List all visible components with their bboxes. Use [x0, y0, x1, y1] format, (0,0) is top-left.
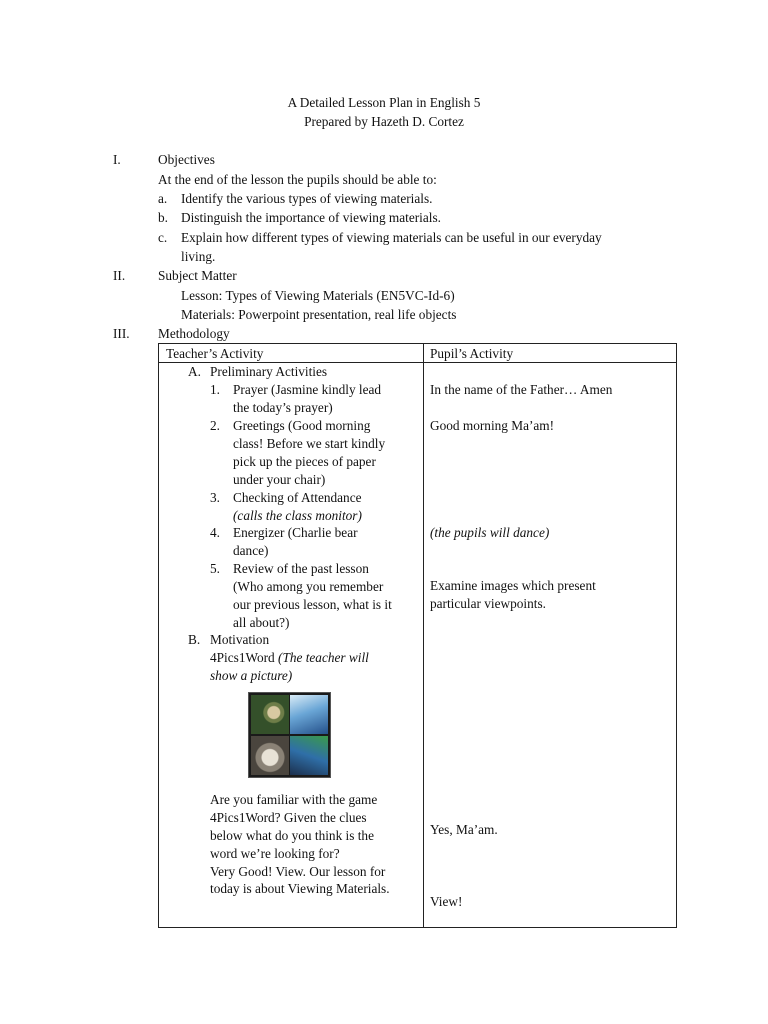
activity-4-line-2: dance)	[233, 543, 269, 558]
document-title: A Detailed Lesson Plan in English 5	[287, 95, 481, 110]
activity-5-line-4: all about?)	[233, 615, 290, 630]
subject-matter-heading: Subject Matter	[158, 268, 237, 283]
activity-2-number: 2.	[210, 418, 220, 433]
section-b-title: Motivation	[210, 632, 270, 647]
objective-marker-b: b.	[158, 210, 168, 225]
materials-line: Materials: Powerpoint presentation, real life objects	[181, 307, 457, 322]
objective-c-continued: living.	[181, 249, 216, 264]
question-line-1: Are you familiar with the game	[210, 792, 378, 807]
methodology-heading: Methodology	[158, 326, 230, 341]
activity-5-line-3: our previous lesson, what is it	[233, 597, 392, 612]
objectives-intro: At the end of the lesson the pupils should be able to:	[158, 172, 437, 187]
activity-3-line-1: Checking of Attendance	[233, 490, 362, 505]
objective-b: Distinguish the importance of viewing materials.	[181, 210, 441, 225]
pupil-answer-yes: Yes, Ma’am.	[430, 822, 498, 837]
lesson-line: Lesson: Types of Viewing Materials (EN5VC-Id-6)	[181, 288, 455, 303]
objective-c: Explain how different types of viewing materials can be useful in our everyday	[181, 230, 602, 245]
question-line-3: below what do you think is the	[210, 828, 374, 843]
pupil-greeting: Good morning Ma’am!	[430, 418, 555, 433]
section-a-marker: A.	[188, 364, 201, 379]
objective-a: Identify the various types of viewing materials.	[181, 191, 433, 206]
cat-picture	[251, 736, 289, 775]
activity-4-number: 4.	[210, 525, 220, 540]
pupil-activity-header: Pupil’s Activity	[430, 346, 514, 361]
question-line-2: 4Pics1Word? Given the clues	[210, 810, 367, 825]
column-divider	[423, 344, 424, 927]
activity-2-line-4: under your chair)	[233, 472, 326, 487]
activity-5-line-2: (Who among you remember	[233, 579, 384, 594]
game-line	[210, 649, 369, 667]
pupil-review-line-2: particular viewpoints.	[430, 596, 546, 611]
section-b-marker: B.	[188, 632, 201, 647]
question-line-4: word we’re looking for?	[210, 846, 340, 861]
pupil-dance: (the pupils will dance)	[430, 525, 550, 540]
game-name: 4Pics1Word	[210, 650, 275, 665]
magnifier-picture	[251, 695, 289, 734]
pupil-review-line-1: Examine images which present	[430, 578, 596, 593]
activity-5-line-1: Review of the past lesson	[233, 561, 369, 576]
activity-1-line-1: Prayer (Jasmine kindly lead	[233, 382, 382, 397]
prepared-by: Prepared by Hazeth D. Cortez	[304, 114, 464, 129]
activity-2-line-3: pick up the pieces of paper	[233, 454, 376, 469]
section-numeral-2: II.	[113, 268, 126, 283]
question-line-6: today is about Viewing Materials.	[210, 881, 390, 896]
activity-2-line-2: class! Before we start kindly	[233, 436, 386, 451]
activity-3-note: (calls the class monitor)	[233, 508, 362, 523]
pupil-answer-view: View!	[430, 894, 463, 909]
teacher-activity-header: Teacher’s Activity	[166, 346, 264, 361]
section-numeral-3: III.	[113, 326, 130, 341]
activity-4-line-1: Energizer (Charlie bear	[233, 525, 358, 540]
question-line-5: Very Good! View. Our lesson for	[210, 864, 386, 879]
section-numeral-1: I.	[113, 152, 121, 167]
activity-3-number: 3.	[210, 490, 220, 505]
pupil-prayer: In the name of the Father… Amen	[430, 382, 613, 397]
section-a-title: Preliminary Activities	[210, 364, 328, 379]
activity-5-number: 5.	[210, 561, 220, 576]
sky-building-picture	[290, 695, 328, 734]
activity-1-line-2: the today’s prayer)	[233, 400, 333, 415]
four-pics-image	[248, 692, 331, 778]
methodology-table	[158, 343, 677, 928]
activity-1-number: 1.	[210, 382, 220, 397]
objective-marker-a: a.	[158, 191, 168, 206]
game-note-1: (The teacher will	[278, 650, 369, 665]
objectives-heading: Objectives	[158, 152, 215, 167]
laptop-picture	[290, 736, 328, 775]
objective-marker-c: c.	[158, 230, 168, 245]
game-note-2: show a picture)	[210, 668, 293, 683]
activity-2-line-1: Greetings (Good morning	[233, 418, 371, 433]
